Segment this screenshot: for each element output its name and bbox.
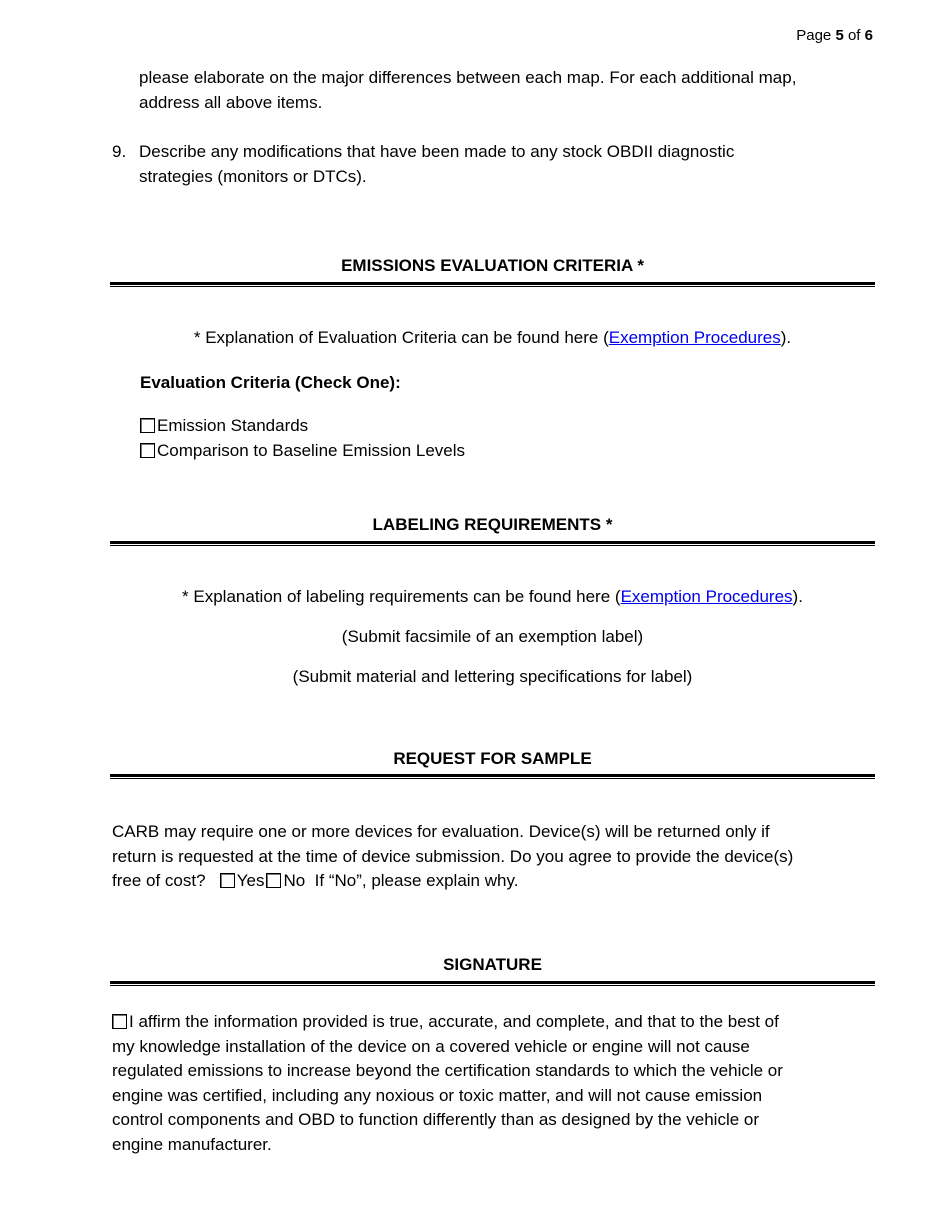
sample-line-1: CARB may require one or more devices for evaluation. Device(s) will be returned only if [112,822,770,841]
signature-line-2: my knowledge installation of the device on a covered vehicle or engine will not cause [112,1036,750,1056]
signature-line-3: regulated emissions to increase beyond the certification standards to which the vehicle or [112,1061,783,1080]
yes-checkbox[interactable] [220,873,235,888]
baseline-emission-levels-checkbox[interactable] [140,443,155,458]
signature-heading: SIGNATURE [443,955,542,974]
labeling-specifications-note: (Submit material and lettering specifications for label) [292,667,693,686]
labeling-heading: LABELING REQUIREMENTS * [372,515,613,534]
sample-line-3 [112,869,793,894]
sample-line-2: return is requested at the time of device submission. Do you agree to provide the device(s) [112,846,794,866]
item-9-text [139,140,734,189]
emissions-explanation-suffix: ). [780,328,792,347]
signature-line-5: control components and OBD to function differently than as designed by the vehicle or [112,1110,760,1129]
intro-line-1: please elaborate on the major differences between each map. For each additional map, [139,68,797,87]
yes-label: Yes [236,871,265,890]
labeling-divider [110,541,875,546]
emissions-explanation [110,328,875,348]
signature-affirmation [112,1010,783,1157]
item-9-line-2: strategies (monitors or DTCs). [139,166,367,186]
sample-divider [110,774,875,779]
criteria-label: Evaluation Criteria (Check One): [140,373,401,392]
no-checkbox[interactable] [266,873,281,888]
emission-standards-checkbox[interactable] [140,418,155,433]
sample-question: free of cost? [112,871,206,890]
emissions-exemption-procedures-link[interactable]: Exemption Procedures [608,328,781,347]
emission-standards-label: Emission Standards [157,416,309,435]
page-number [796,27,873,44]
signature-line-1-row [112,1010,783,1035]
intro-paragraph [139,66,796,115]
emissions-divider [110,282,875,287]
page-of: of [847,27,861,44]
criteria-options [140,413,465,463]
sample-explain-note: If “No”, please explain why. [314,871,519,890]
baseline-emission-levels-label: Comparison to Baseline Emission Levels [157,441,466,460]
emissions-heading: EMISSIONS EVALUATION CRITERIA * [341,256,644,275]
signature-line-4: engine was certified, including any noxious or toxic matter, and will not cause emission [112,1085,763,1105]
sample-paragraph [112,820,793,894]
page-label: Page [796,27,832,44]
signature-line-6: engine manufacturer. [112,1134,272,1154]
page-current: 5 [835,27,844,44]
item-9-number: 9. [112,142,127,161]
emissions-explanation-prefix: * Explanation of Evaluation Criteria can be found here ( [193,328,609,347]
intro-line-2: address all above items. [139,92,323,112]
page-total: 6 [864,27,873,44]
labeling-explanation-prefix: * Explanation of labeling requirements can be found here ( [182,587,621,606]
labeling-exemption-procedures-link[interactable]: Exemption Procedures [620,587,793,606]
labeling-explanation-suffix: ). [792,587,803,606]
no-label: No [283,871,306,890]
criteria-option-emission-standards[interactable] [140,413,465,438]
affirm-checkbox[interactable] [112,1014,127,1029]
signature-divider [110,981,875,986]
criteria-option-baseline[interactable] [140,438,465,463]
item-9-line-1: Describe any modifications that have been made to any stock OBDII diagnostic [139,142,735,161]
signature-line-1: I affirm the information provided is true, accurate, and complete, and that to the best of [129,1012,779,1031]
labeling-facsimile-note: (Submit facsimile of an exemption label) [341,627,644,646]
labeling-explanation [110,587,875,607]
sample-heading: REQUEST FOR SAMPLE [393,749,592,768]
